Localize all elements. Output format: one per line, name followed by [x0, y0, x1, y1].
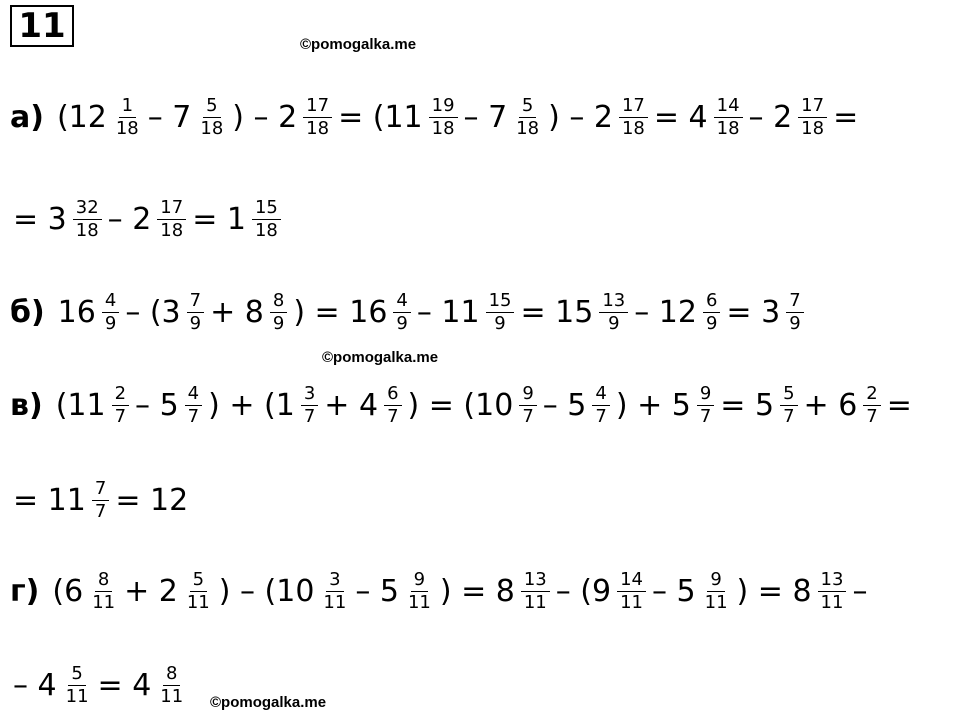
fraction	[617, 569, 646, 614]
denominator: 9	[608, 312, 620, 334]
expression-text: – 5	[542, 387, 587, 423]
expression-text: – (3	[125, 294, 181, 330]
denominator: 7	[783, 405, 795, 427]
numerator: 15	[486, 290, 515, 313]
numerator: 9	[411, 569, 428, 592]
numerator: 5	[68, 663, 85, 686]
fraction	[619, 95, 648, 140]
fraction	[197, 95, 226, 140]
expression-text: –	[852, 573, 868, 609]
denominator: 11	[407, 591, 431, 613]
denominator: 18	[716, 117, 740, 139]
item-label-v: в)	[10, 387, 43, 423]
denominator: 7	[94, 500, 107, 522]
expression-text: =	[833, 99, 859, 135]
fraction	[303, 95, 332, 140]
fraction	[187, 290, 204, 335]
numerator: 3	[301, 383, 318, 406]
expression-text: – 7	[463, 99, 508, 135]
fraction	[521, 569, 550, 614]
expression-text: =	[886, 387, 912, 423]
denominator: 18	[516, 117, 540, 139]
solution-line-a-2	[10, 184, 284, 254]
denominator: 18	[160, 219, 184, 241]
fraction	[519, 383, 536, 428]
expression-text: – 11	[416, 294, 480, 330]
numerator: 13	[521, 569, 550, 592]
numerator: 8	[95, 569, 112, 592]
fraction	[384, 383, 401, 428]
expression-text: (11	[55, 387, 106, 423]
numerator: 5	[190, 569, 207, 592]
expression-text: ) = 8	[439, 573, 515, 609]
numerator: 7	[187, 290, 204, 313]
expression-text: – 2	[748, 99, 793, 135]
expression-text: ) – 2	[232, 99, 298, 135]
denominator: 18	[115, 117, 139, 139]
fraction	[92, 478, 109, 523]
denominator: 7	[114, 405, 127, 427]
denominator: 18	[306, 117, 330, 139]
expression-text: ) + (1	[208, 387, 295, 423]
solution-line-b	[10, 277, 807, 347]
expression-text: – 12	[634, 294, 697, 330]
numerator: 8	[163, 663, 180, 686]
expression-text: + 2	[124, 573, 178, 609]
fraction	[73, 197, 102, 242]
fraction	[599, 290, 628, 335]
solution-line-g-1	[10, 556, 870, 626]
fraction	[702, 569, 731, 614]
expression-text: – 5	[355, 573, 399, 609]
numerator: 4	[102, 290, 119, 313]
expression-text: + 8	[210, 294, 264, 330]
fraction	[703, 290, 720, 335]
denominator: 9	[705, 312, 718, 334]
numerator: 2	[863, 383, 880, 406]
fraction	[252, 197, 281, 242]
fraction	[786, 290, 803, 335]
denominator: 7	[522, 405, 534, 427]
expression-text: (12	[56, 99, 107, 135]
numerator: 15	[252, 197, 281, 220]
numerator: 13	[818, 569, 847, 592]
denominator: 11	[160, 685, 184, 707]
denominator: 7	[699, 405, 712, 427]
numerator: 5	[203, 95, 220, 118]
fraction	[714, 95, 743, 140]
fraction	[513, 95, 542, 140]
denominator: 9	[789, 312, 801, 334]
solution-line-v-2	[10, 465, 191, 535]
expression-text: = 4	[97, 667, 152, 703]
solution-line-g-2	[10, 650, 189, 720]
denominator: 7	[866, 405, 878, 427]
expression-text: = 12	[115, 482, 189, 518]
denominator: 11	[523, 591, 547, 613]
numerator: 2	[112, 383, 129, 406]
expression-text: – 5	[135, 387, 179, 423]
denominator: 11	[704, 591, 728, 613]
fraction	[102, 290, 119, 335]
watermark: ©pomogalka.me	[210, 694, 327, 711]
fraction	[185, 383, 202, 428]
fraction	[89, 569, 118, 614]
expression-text: ) = 16	[293, 294, 388, 330]
numerator: 6	[703, 290, 720, 313]
fraction	[486, 290, 515, 335]
numerator: 17	[157, 197, 186, 220]
denominator: 11	[92, 591, 116, 613]
numerator: 14	[617, 569, 646, 592]
expression-text: = 1	[192, 201, 246, 237]
expression-text: = 3	[726, 294, 781, 330]
fraction	[405, 569, 434, 614]
expression-text: – (9	[555, 573, 612, 609]
numerator: 32	[73, 197, 102, 220]
task-number: 11	[10, 5, 74, 47]
watermark: ©pomogalka.me	[300, 36, 417, 53]
numerator: 19	[429, 95, 458, 118]
numerator: 9	[697, 383, 714, 406]
fraction	[184, 569, 213, 614]
expression-text: = 11	[13, 482, 86, 518]
item-label-g: г)	[10, 573, 40, 609]
numerator: 7	[786, 290, 803, 313]
watermark: ©pomogalka.me	[322, 349, 439, 366]
denominator: 18	[801, 117, 825, 139]
denominator: 18	[431, 117, 455, 139]
expression-text: – 4	[13, 667, 57, 703]
solution-line-a-1	[10, 82, 861, 152]
denominator: 9	[272, 312, 285, 334]
expression-text: ) – 2	[548, 99, 613, 135]
fraction	[320, 569, 349, 614]
expression-text: + 6	[803, 387, 858, 423]
denominator: 9	[494, 312, 506, 334]
expression-text: = 3	[13, 201, 67, 237]
denominator: 11	[65, 685, 89, 707]
numerator: 5	[780, 383, 797, 406]
numerator: 17	[303, 95, 332, 118]
fraction	[592, 383, 609, 428]
expression-text: = 15	[520, 294, 594, 330]
fraction	[863, 383, 880, 428]
expression-text: = 5	[720, 387, 775, 423]
numerator: 7	[92, 478, 109, 501]
denominator: 7	[303, 405, 316, 427]
fraction	[63, 663, 92, 708]
fraction	[113, 95, 142, 140]
fraction	[697, 383, 714, 428]
numerator: 9	[707, 569, 724, 592]
numerator: 4	[592, 383, 609, 406]
numerator: 3	[326, 569, 343, 592]
fraction	[157, 197, 186, 242]
denominator: 18	[621, 117, 645, 139]
fraction	[112, 383, 129, 428]
expression-text: – 7	[147, 99, 192, 135]
denominator: 7	[187, 405, 200, 427]
expression-text: ) = (10	[407, 387, 514, 423]
expression-text: = (11	[338, 99, 423, 135]
numerator: 13	[599, 290, 628, 313]
numerator: 9	[519, 383, 536, 406]
fraction	[157, 663, 186, 708]
denominator: 9	[189, 312, 202, 334]
denominator: 18	[254, 219, 278, 241]
fraction	[798, 95, 827, 140]
item-label-b: б)	[10, 294, 45, 330]
denominator: 11	[323, 591, 347, 613]
denominator: 11	[820, 591, 844, 613]
numerator: 6	[384, 383, 401, 406]
denominator: 7	[595, 405, 607, 427]
expression-text: – 5	[652, 573, 696, 609]
expression-text: ) – (10	[218, 573, 315, 609]
denominator: 18	[75, 219, 99, 241]
item-label-a: а)	[10, 99, 44, 135]
fraction	[301, 383, 318, 428]
numerator: 14	[714, 95, 743, 118]
fraction	[429, 95, 458, 140]
denominator: 11	[620, 591, 643, 613]
numerator: 5	[519, 95, 536, 118]
fraction	[270, 290, 287, 335]
numerator: 17	[619, 95, 648, 118]
expression-text: 16	[57, 294, 96, 330]
fraction	[780, 383, 797, 428]
expression-text: ) + 5	[615, 387, 691, 423]
solution-line-v-1	[10, 370, 915, 440]
numerator: 8	[270, 290, 287, 313]
expression-text: ) = 8	[736, 573, 812, 609]
fraction	[818, 569, 847, 614]
expression-text: = 4	[653, 99, 708, 135]
numerator: 4	[185, 383, 202, 406]
denominator: 9	[104, 312, 117, 334]
denominator: 9	[396, 312, 408, 334]
denominator: 18	[200, 117, 224, 139]
denominator: 11	[186, 591, 210, 613]
fraction	[393, 290, 410, 335]
numerator: 4	[393, 290, 410, 313]
denominator: 7	[387, 405, 399, 427]
numerator: 17	[798, 95, 827, 118]
expression-text: – 2	[107, 201, 152, 237]
numerator: 1	[119, 95, 136, 118]
expression-text: + 4	[324, 387, 379, 423]
expression-text: (6	[52, 573, 84, 609]
